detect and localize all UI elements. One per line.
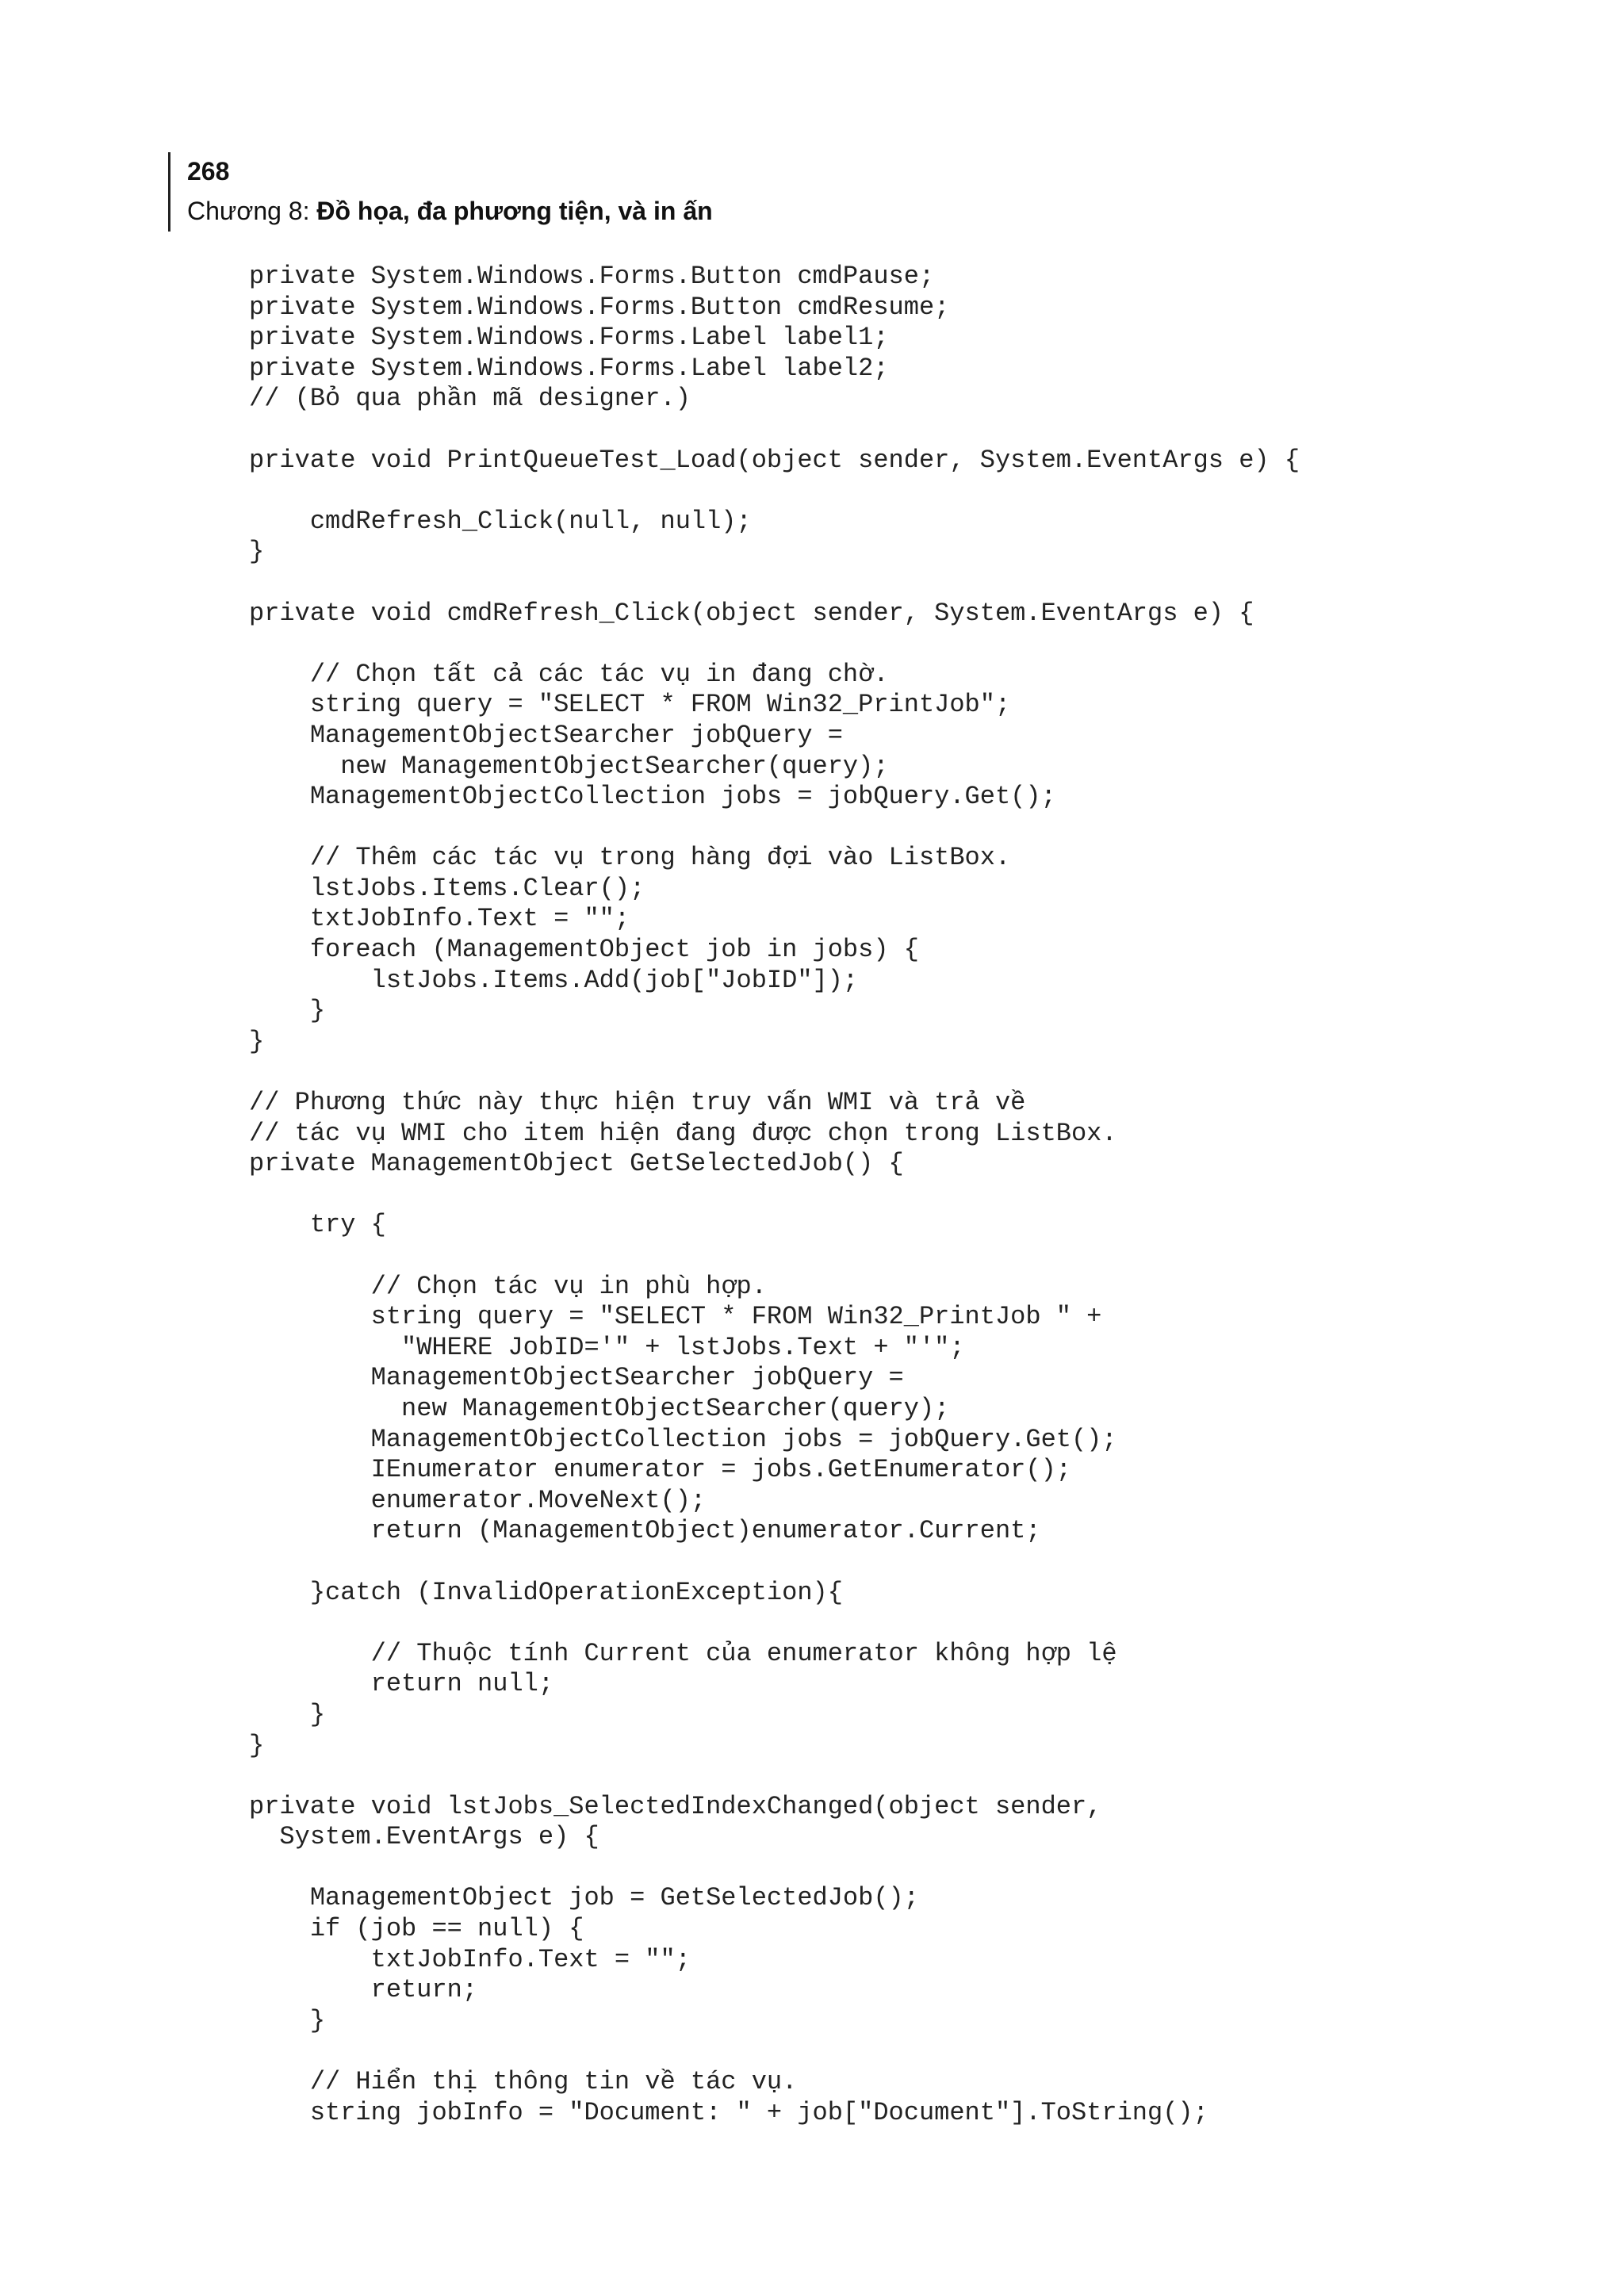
code-line: if (job == null) { <box>249 1914 584 1944</box>
code-line: // tác vụ WMI cho item hiện đang được chọn trong ListBox. <box>249 1118 1117 1148</box>
code-line <box>249 1547 1300 1578</box>
code-line <box>249 813 1300 844</box>
code-line: // Thuộc tính Current của enumerator không hợp lệ <box>249 1638 1117 1668</box>
chapter-title <box>187 195 713 227</box>
code-line: } <box>249 2005 326 2035</box>
code-line: // Chọn tất cả các tác vụ in đang chờ. <box>249 659 889 689</box>
header-rule <box>168 152 170 232</box>
code-line: new ManagementObjectSearcher(query); <box>249 1393 950 1423</box>
code-line <box>249 1761 1300 1792</box>
code-line: } <box>249 1026 265 1056</box>
code-line: } <box>249 996 326 1026</box>
code-line: private ManagementObject GetSelectedJob() { <box>249 1149 904 1179</box>
code-line: private System.Windows.Forms.Label label1; <box>249 323 889 353</box>
code-line: cmdRefresh_Click(null, null); <box>249 506 752 536</box>
code-line: ManagementObjectCollection jobs = jobQuery.Get(); <box>249 782 1056 812</box>
code-line <box>249 629 1300 660</box>
code-line <box>249 476 1300 507</box>
code-line: // Chọn tác vụ in phù hợp. <box>249 1271 767 1301</box>
code-line: private System.Windows.Forms.Label label2; <box>249 353 889 383</box>
code-line: private void cmdRefresh_Click(object sender, System.EventArgs e) { <box>249 598 1254 628</box>
code-line <box>249 1241 1300 1272</box>
code-line: ManagementObjectSearcher jobQuery = <box>249 1363 904 1393</box>
code-line <box>249 568 1300 599</box>
code-line: ManagementObjectCollection jobs = jobQuery.Get(); <box>249 1424 1117 1454</box>
code-line: // Hiển thị thông tin về tác vụ. <box>249 2067 798 2097</box>
code-line: IEnumerator enumerator = jobs.GetEnumerator(); <box>249 1455 1071 1485</box>
code-line: new ManagementObjectSearcher(query); <box>249 751 889 781</box>
code-line: private System.Windows.Forms.Button cmdPause; <box>249 262 935 291</box>
code-line: lstJobs.Items.Clear(); <box>249 873 645 903</box>
code-line: enumerator.MoveNext(); <box>249 1485 707 1515</box>
code-line: // (Bỏ qua phần mã designer.) <box>249 384 691 414</box>
code-line: // Phương thức này thực hiện truy vấn WMI và trả về <box>249 1088 1026 1118</box>
code-line: // Thêm các tác vụ trong hàng đợi vào ListBox. <box>249 843 1011 873</box>
code-line: string query = "SELECT * FROM Win32_PrintJob " + <box>249 1302 1102 1332</box>
code-line: ManagementObjectSearcher jobQuery = <box>249 720 843 750</box>
code-line: ManagementObject job = GetSelectedJob(); <box>249 1883 919 1913</box>
code-line: string jobInfo = "Document: " + job["Document"].ToString(); <box>249 2097 1208 2127</box>
code-line <box>249 1608 1300 1639</box>
code-line <box>249 1853 1300 1884</box>
chapter-title-text: Đồ họa, đa phương tiện, và in ấn <box>316 197 713 225</box>
code-line: "WHERE JobID='" + lstJobs.Text + "'"; <box>249 1332 965 1362</box>
code-line: private System.Windows.Forms.Button cmdResume; <box>249 292 950 322</box>
code-line: private void lstJobs_SelectedIndexChanged(object sender, <box>249 1791 1102 1821</box>
code-line: }catch (InvalidOperationException){ <box>249 1577 843 1607</box>
code-line <box>249 1057 1300 1088</box>
code-line <box>249 2036 1300 2067</box>
code-line: txtJobInfo.Text = ""; <box>249 904 630 934</box>
code-line: } <box>249 1730 265 1760</box>
code-line: System.EventArgs e) { <box>249 1822 599 1852</box>
code-listing <box>249 262 1300 2128</box>
code-line: lstJobs.Items.Add(job["JobID"]); <box>249 965 859 995</box>
code-line <box>249 415 1300 446</box>
code-line: txtJobInfo.Text = ""; <box>249 1944 691 1974</box>
code-line <box>249 1180 1300 1211</box>
code-line: try { <box>249 1210 386 1240</box>
code-line: } <box>249 537 265 567</box>
page-number: 268 <box>187 157 230 186</box>
code-line: } <box>249 1699 326 1729</box>
code-line: private void PrintQueueTest_Load(object sender, System.EventArgs e) { <box>249 445 1300 475</box>
code-line: foreach (ManagementObject job in jobs) { <box>249 935 919 965</box>
chapter-prefix: Chương 8: <box>187 197 317 225</box>
code-line: string query = "SELECT * FROM Win32_PrintJob"; <box>249 690 1011 720</box>
code-line: return null; <box>249 1669 554 1699</box>
code-line: return; <box>249 1975 478 2005</box>
code-line: return (ManagementObject)enumerator.Current; <box>249 1516 1041 1546</box>
